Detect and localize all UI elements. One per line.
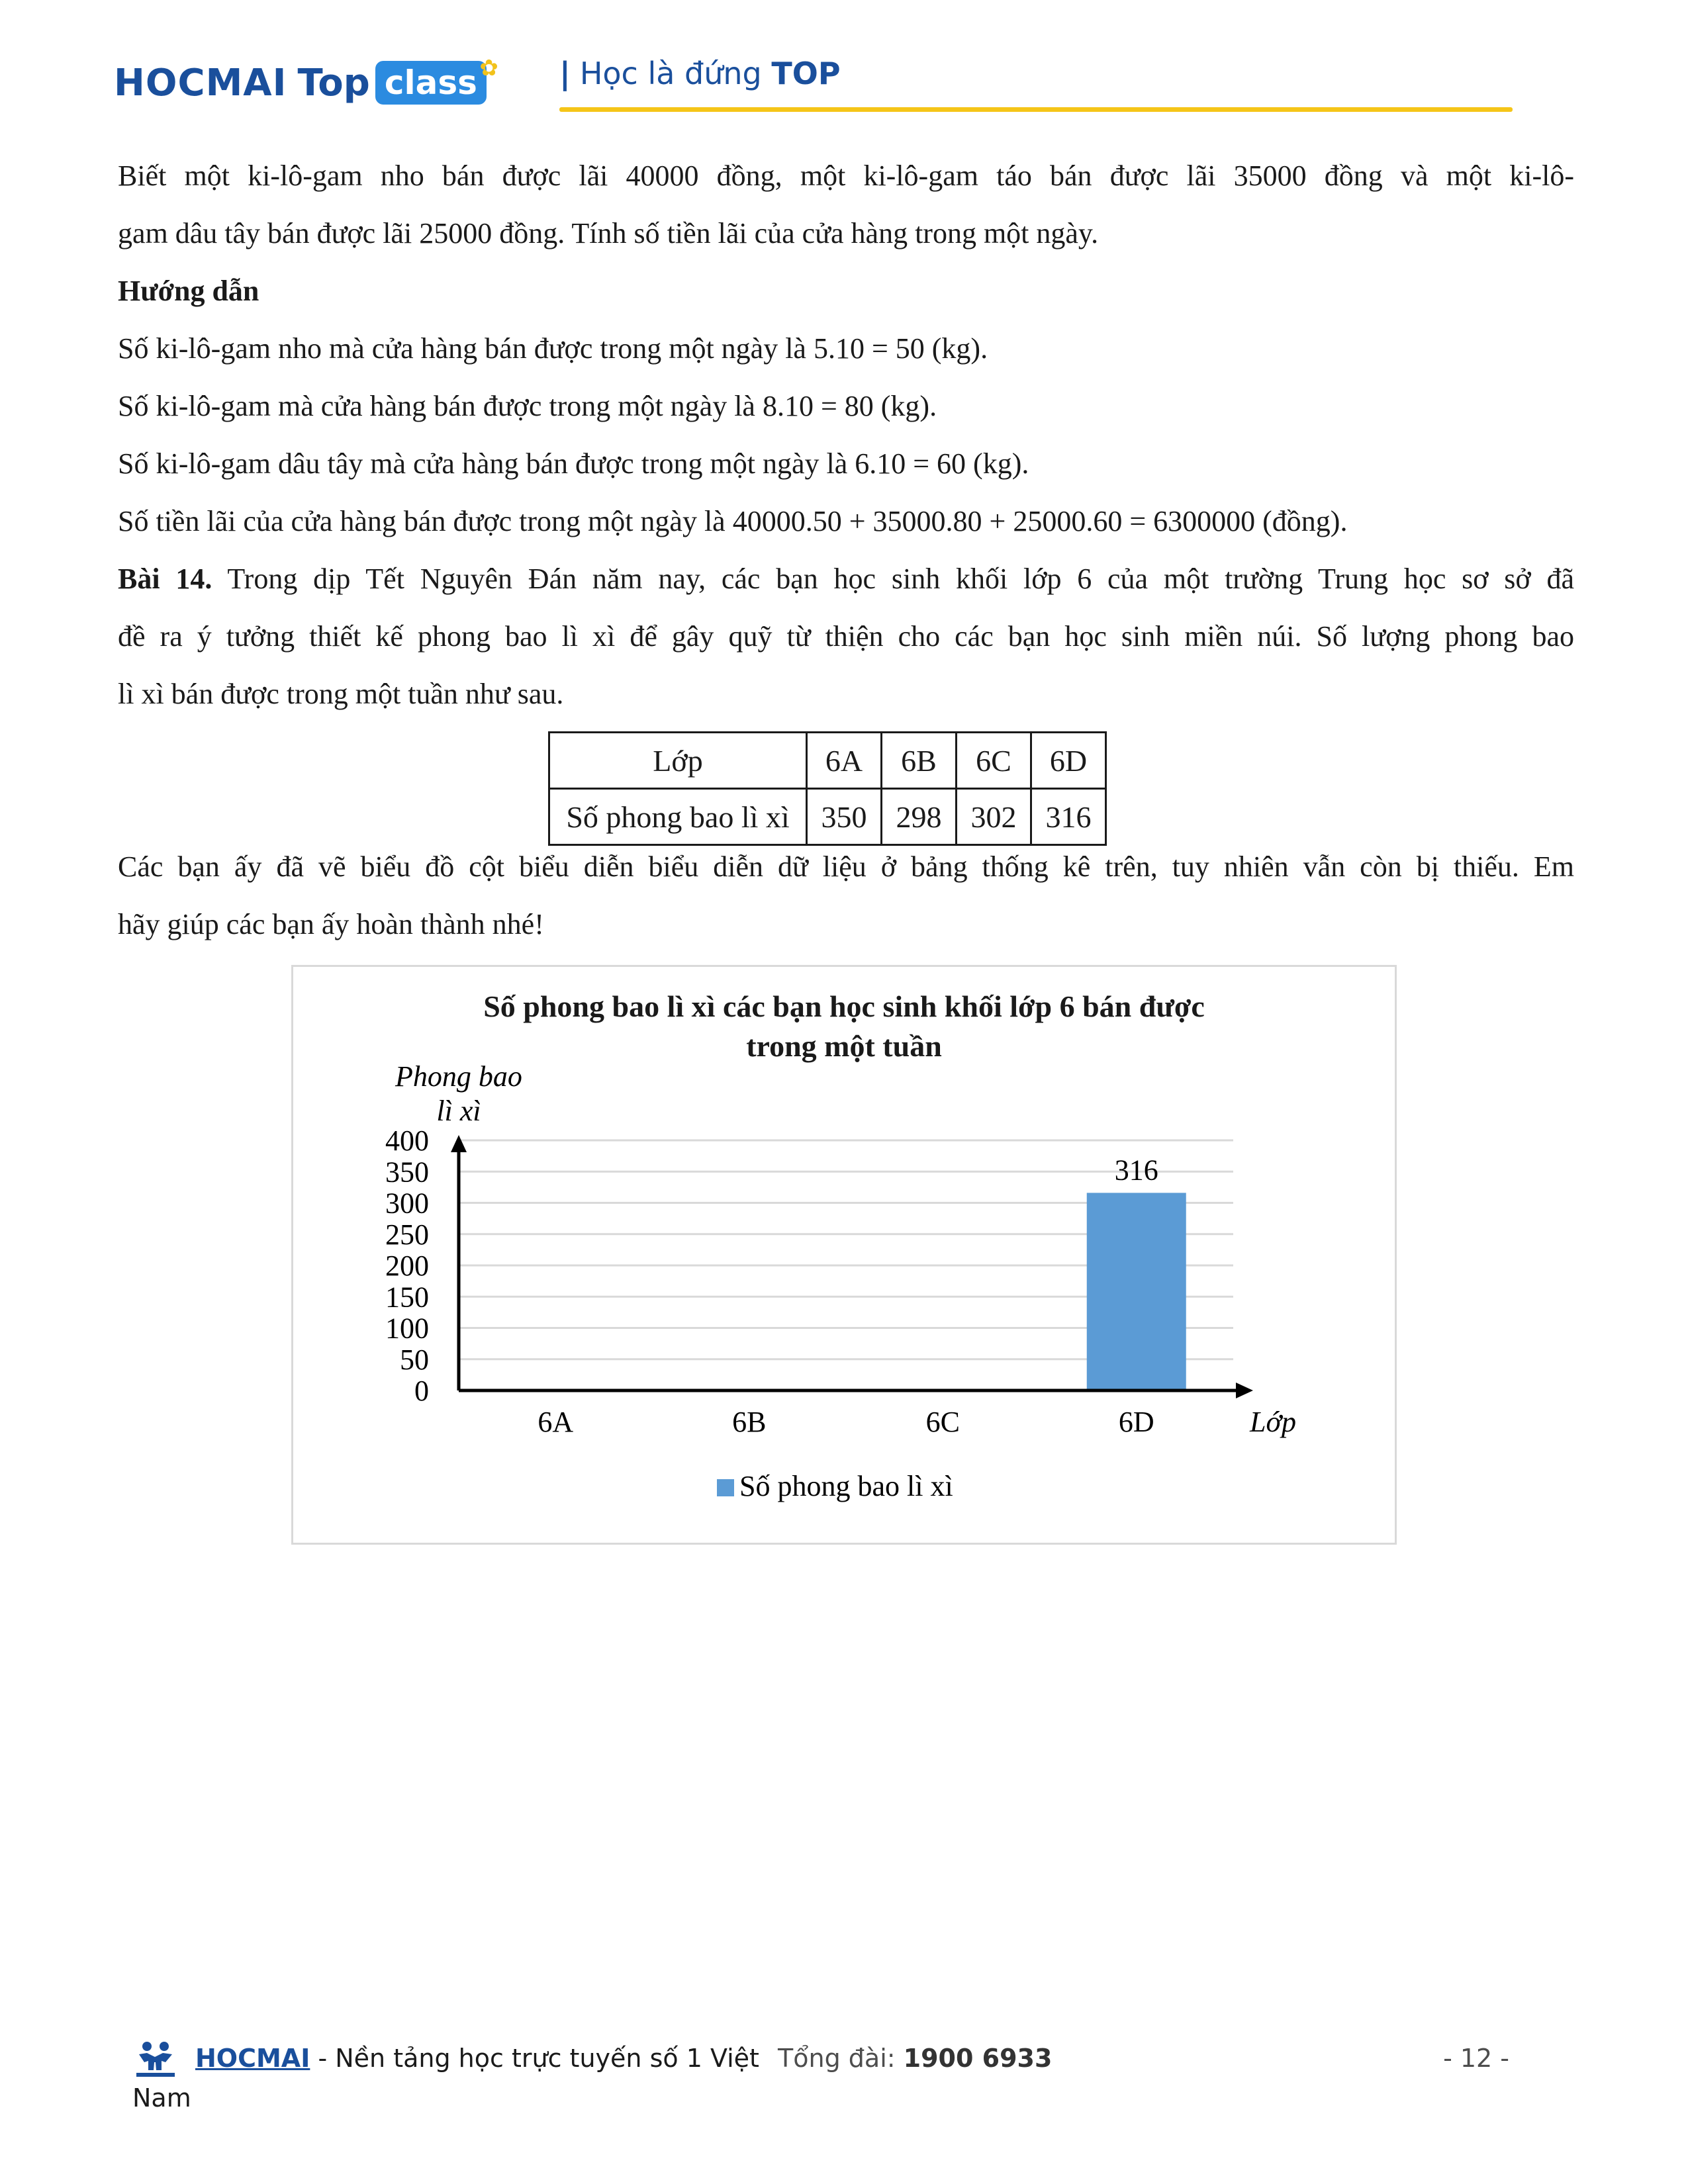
- after-table-line-2: hãy giúp các bạn ấy hoàn thành nhé!: [118, 908, 544, 940]
- table-value-6b: 298: [882, 789, 957, 845]
- y-tick-label: 400: [385, 1124, 429, 1157]
- y-axis-label-line-1: Phong bao: [395, 1060, 522, 1093]
- exercise-14-text: Trong dịp Tết Nguyên Đán năm nay, các bạn học sinh khối lớp 6 của một trường Trung học sơ sở đã: [212, 563, 1574, 595]
- table-value-6c: 302: [957, 789, 1031, 845]
- exercise-14-label: Bài 14.: [118, 563, 212, 595]
- table-header-6b: 6B: [882, 733, 957, 789]
- solution-line-1: Số ki-lô-gam nho mà cửa hàng bán được trong một ngày là 5.10 = 50 (kg).: [118, 332, 988, 365]
- chart-title-line-1: Số phong bao lì xì các bạn học sinh khối lớp 6 bán được: [483, 989, 1205, 1023]
- x-axis-label: Lớp: [1250, 1406, 1296, 1438]
- header-underline: [559, 107, 1513, 112]
- y-tick-label: 0: [414, 1375, 429, 1407]
- exercise-14-line-2: đề ra ý tưởng thiết kế phong bao lì xì để gây quỹ từ thiện cho các bạn học sinh miền núi. Số lượng phong bao: [118, 620, 1574, 653]
- x-axis-ticks: [538, 1406, 1154, 1438]
- footer-tagline: - Nền tảng học trực tuyến số 1 Việt: [310, 2044, 759, 2073]
- logo-hocmai-text: HOCMAI: [114, 61, 287, 105]
- logo-top-text: Top: [297, 61, 370, 105]
- x-tick-label-6b: 6B: [732, 1406, 767, 1438]
- slogan-divider: |: [559, 56, 571, 91]
- table-header-6d: 6D: [1031, 733, 1106, 789]
- statistics-table: [548, 731, 1107, 846]
- y-tick-label: 150: [385, 1281, 429, 1314]
- x-tick-label-6c: 6C: [925, 1406, 960, 1438]
- y-tick-label: 350: [385, 1156, 429, 1189]
- y-tick-label: 100: [385, 1312, 429, 1345]
- y-axis-arrow-icon: [451, 1135, 467, 1152]
- star-icon: ✿: [479, 55, 498, 81]
- legend-label: Số phong bao lì xì: [739, 1470, 953, 1502]
- logo-class-badge: [375, 55, 498, 105]
- y-tick-label: 200: [385, 1250, 429, 1282]
- exercise-14-line-3: lì xì bán được trong một tuần như sau.: [118, 678, 564, 710]
- logo-class-text: class: [384, 64, 477, 102]
- table-row-label: Số phong bao lì xì: [549, 789, 807, 845]
- problem-line-1: Biết một ki-lô-gam nho bán được lãi 40000 đồng, một ki-lô-gam táo bán được lãi 35000 đồng và một ki-lô-: [118, 159, 1574, 192]
- y-axis-ticks: [385, 1124, 429, 1407]
- y-tick-label: 250: [385, 1218, 429, 1251]
- x-tick-label-6a: 6A: [538, 1406, 574, 1438]
- page-footer: [132, 2044, 1509, 2073]
- footer-hotline-label: Tổng đài:: [778, 2044, 896, 2073]
- footer-brand-link[interactable]: HOCMAI: [195, 2044, 310, 2073]
- table-value-6d: 316: [1031, 789, 1106, 845]
- solution-line-3: Số ki-lô-gam dâu tây mà cửa hàng bán được trong một ngày là 6.10 = 60 (kg).: [118, 447, 1029, 480]
- x-tick-label-6d: 6D: [1118, 1406, 1154, 1438]
- data-label-6d: 316: [1114, 1154, 1158, 1187]
- slogan-text: Học là đứng: [579, 56, 762, 91]
- guide-heading-1: Hướng dẫn: [118, 275, 259, 307]
- footer-hotline-number: 1900 6933: [903, 2044, 1053, 2073]
- table-header-6a: 6A: [807, 733, 882, 789]
- solution-line-2: Số ki-lô-gam mà cửa hàng bán được trong một ngày là 8.10 = 80 (kg).: [118, 390, 937, 422]
- header-slogan: [559, 56, 841, 91]
- table-header-label: Lớp: [549, 733, 807, 789]
- bar-chart: [293, 967, 1395, 1543]
- y-axis-label-line-2: lì xì: [436, 1095, 481, 1127]
- y-tick-label: 50: [400, 1343, 429, 1376]
- table-value-6a: 350: [807, 789, 882, 845]
- problem-line-2: gam dâu tây bán được lãi 25000 đồng. Tính số tiền lãi của cửa hàng trong một ngày.: [118, 217, 1099, 250]
- chart-bars: [1087, 1154, 1186, 1390]
- footer-tagline-continued: Nam: [132, 2083, 191, 2113]
- chart-title-line-2: trong một tuần: [746, 1029, 942, 1063]
- solution-line-4: Số tiền lãi của cửa hàng bán được trong một ngày là 40000.50 + 35000.80 + 25000.60 = 6300000 (đồng).: [118, 505, 1348, 537]
- table-header-6c: 6C: [957, 733, 1031, 789]
- slogan-bold: TOP: [771, 56, 841, 91]
- bar-chart-container: [291, 965, 1397, 1545]
- y-tick-label: 300: [385, 1187, 429, 1220]
- table-row: [549, 789, 1106, 845]
- after-table-line-1: Các bạn ấy đã vẽ biểu đồ cột biểu diễn biểu diễn dữ liệu ở bảng thống kê trên, tuy nhiên vẫn còn bị thiếu. Em: [118, 850, 1574, 883]
- hocmai-topclass-logo: [114, 53, 498, 113]
- bar-6d: [1087, 1193, 1186, 1390]
- x-axis-arrow-icon: [1236, 1383, 1253, 1398]
- exercise-14-line-1: [118, 550, 1574, 608]
- page-number: - 12 -: [1443, 2044, 1509, 2073]
- table-row: [549, 733, 1106, 789]
- legend-swatch: [717, 1479, 734, 1496]
